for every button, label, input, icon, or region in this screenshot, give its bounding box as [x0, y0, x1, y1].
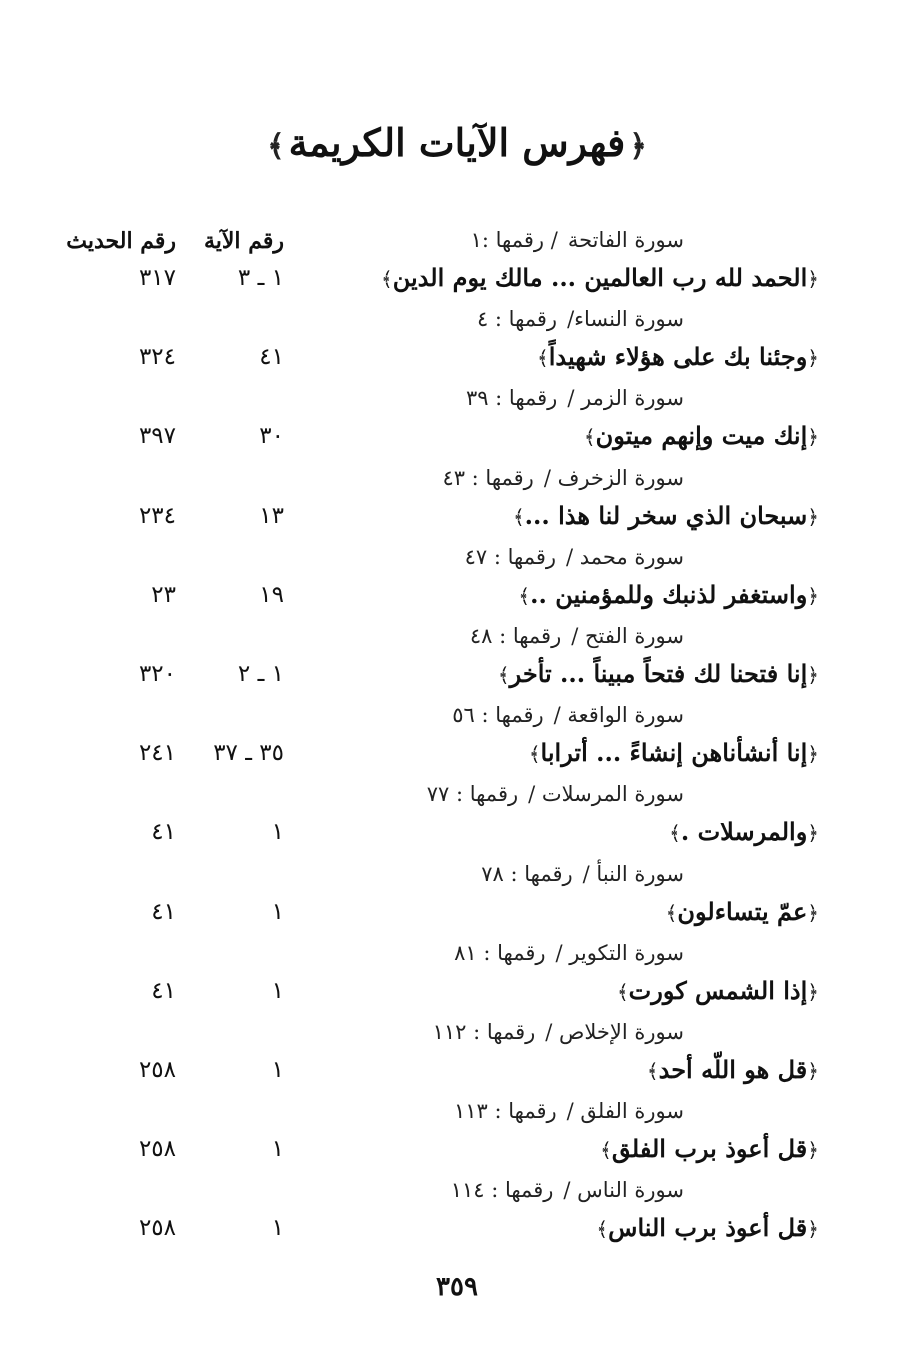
hadith-number: ٣٢٤ — [138, 344, 176, 371]
verse-text-content: والمرسلات . — [680, 817, 808, 847]
surah-heading — [284, 616, 684, 656]
close-bracket-icon: ﴾ — [669, 821, 681, 846]
verse-row — [0, 416, 914, 456]
title-text: فهرس الآيات الكريمة — [288, 120, 626, 165]
verse-number: ١٩ — [259, 581, 284, 608]
page-title — [0, 120, 914, 165]
surah-heading — [284, 933, 684, 973]
surah-name: سورة الإخلاص / — [545, 1020, 684, 1044]
verse-text — [379, 496, 819, 537]
verse-row — [0, 971, 914, 1011]
surah-heading — [284, 774, 684, 814]
surah-heading — [284, 1091, 684, 1131]
verse-row — [0, 337, 914, 377]
verse-row — [0, 892, 914, 932]
surah-heading — [284, 695, 684, 735]
surah-heading-row — [0, 774, 914, 814]
surah-number: رقمها : ٥٦ — [452, 703, 544, 728]
verse-row — [0, 258, 914, 298]
close-bracket-icon: ﴾ — [583, 425, 596, 450]
verse-number: ٣٥ ـ ٣٧ — [213, 740, 284, 767]
page-number: ٣٥٩ — [436, 1272, 478, 1302]
verse-text-content: عمّ يتساءلون — [677, 896, 808, 926]
surah-heading-row — [0, 458, 914, 498]
close-bracket-icon: ﴾ — [596, 1217, 609, 1242]
open-ornament-icon: ﴿ — [629, 129, 647, 164]
close-bracket-icon: ﴾ — [497, 663, 510, 687]
open-bracket-icon: ﴿ — [807, 1059, 819, 1083]
verse-number: ١ ـ ٣ — [237, 265, 284, 291]
close-bracket-icon: ﴾ — [537, 346, 549, 371]
open-bracket-icon: ﴿ — [807, 900, 819, 925]
verse-number-header: رقم الآية — [203, 228, 284, 254]
verse-text-content: إذا الشمس كورت — [628, 975, 808, 1005]
close-bracket-icon: ﴾ — [646, 1059, 659, 1083]
surah-heading-row — [0, 933, 914, 973]
verse-row — [0, 654, 914, 694]
verse-text-content: إنك ميت وإنهم ميتون — [595, 421, 808, 451]
verse-text-content: الحمد لله رب العالمين ... مالك يوم الدين — [392, 263, 808, 292]
verse-number: ٣٠ — [259, 423, 284, 450]
verse-number: ٤١ — [259, 344, 284, 371]
surah-number: رقمها : ٧٧ — [426, 782, 519, 807]
surah-number: رقمها : ١١٢ — [432, 1020, 536, 1044]
surah-heading-row — [0, 378, 914, 418]
verse-text — [379, 812, 819, 853]
verse-text — [379, 416, 819, 457]
surah-name: سورة الواقعة / — [553, 703, 684, 728]
surah-heading — [284, 458, 684, 498]
surah-heading-row — [0, 537, 914, 577]
verse-text — [379, 892, 819, 933]
hadith-number: ٤١ — [151, 898, 176, 925]
verse-number: ١ ـ ٢ — [237, 661, 284, 687]
surah-number: رقمها : ١١٣ — [453, 1099, 557, 1124]
verse-number: ١ — [271, 1057, 284, 1083]
verse-text — [379, 575, 819, 616]
open-bracket-icon: ﴿ — [807, 742, 819, 767]
surah-heading-row — [0, 1012, 914, 1052]
verse-number: ١ — [271, 1215, 284, 1242]
surah-heading — [284, 854, 684, 894]
surah-heading-row — [0, 220, 914, 260]
surah-number: رقمها : ٤ — [476, 307, 558, 332]
close-bracket-icon: ﴾ — [665, 900, 678, 925]
close-bracket-icon: ﴾ — [616, 979, 629, 1004]
verse-number: ١٣ — [259, 502, 284, 529]
open-bracket-icon: ﴿ — [807, 583, 819, 608]
verse-text — [379, 733, 819, 774]
open-bracket-icon: ﴿ — [807, 1217, 819, 1242]
verse-text-content: واستغفر لذنبك وللمؤمنين .. — [530, 579, 808, 609]
verse-row — [0, 812, 914, 852]
open-bracket-icon: ﴿ — [807, 346, 819, 371]
verse-text — [379, 654, 819, 695]
surah-heading — [284, 537, 684, 577]
verse-row — [0, 1129, 914, 1169]
surah-heading — [284, 220, 684, 260]
surah-name: سورة الفاتحة — [567, 228, 684, 252]
hadith-number: ٣٩٧ — [138, 423, 176, 450]
hadith-number: ٢٥٨ — [138, 1057, 176, 1083]
verse-text-content: إنا أنشأناهن إنشاءً ... أترابا — [540, 738, 808, 768]
verse-text-content: قل هو اللّه أحد — [658, 1055, 808, 1084]
open-bracket-icon: ﴿ — [807, 425, 819, 450]
open-bracket-icon: ﴿ — [807, 663, 819, 687]
surah-name: سورة النساء/ — [567, 307, 684, 332]
close-bracket-icon: ﴾ — [600, 1138, 612, 1163]
verse-text — [379, 1129, 819, 1170]
verse-text-content: وجئنا بك على هؤلاء شهيداً — [548, 342, 808, 372]
surah-name: سورة الفتح / — [571, 624, 684, 648]
verse-row — [0, 733, 914, 773]
open-bracket-icon: ﴿ — [807, 267, 819, 291]
surah-heading-row — [0, 854, 914, 894]
surah-number: رقمها : ٤٧ — [464, 544, 557, 569]
close-bracket-icon: ﴾ — [528, 742, 541, 767]
verse-number: ١ — [271, 819, 284, 846]
hadith-number: ٣٢٠ — [138, 661, 176, 687]
verse-row — [0, 575, 914, 615]
surah-number: رقمها : ٤٣ — [442, 465, 534, 490]
hadith-number: ٢٣ — [151, 581, 176, 608]
hadith-number: ٢٥٨ — [138, 1215, 176, 1242]
surah-number: رقمها : ٣٩ — [465, 386, 558, 411]
verse-text-content: قل أعوذ برب الناس — [608, 1213, 808, 1243]
surah-name: سورة الفلق / — [566, 1099, 684, 1124]
verse-number: ١ — [271, 898, 284, 925]
open-bracket-icon: ﴿ — [807, 821, 819, 846]
surah-name: سورة التكوير / — [555, 940, 684, 965]
surah-name: سورة الزخرف / — [543, 465, 684, 490]
close-bracket-icon: ﴾ — [518, 583, 531, 608]
surah-heading — [284, 378, 684, 418]
surah-name: سورة المرسلات / — [528, 782, 684, 807]
verse-text — [379, 1208, 819, 1249]
surah-heading-row — [0, 299, 914, 339]
surah-name: سورة محمد / — [566, 544, 684, 569]
surah-heading-row — [0, 695, 914, 735]
verse-number: ١ — [271, 977, 284, 1004]
surah-number: رقمها : ٤٨ — [469, 624, 562, 648]
surah-name: سورة النبأ / — [582, 861, 684, 886]
hadith-number: ٣١٧ — [138, 265, 176, 291]
surah-heading-row — [0, 616, 914, 656]
hadith-number: ٤١ — [151, 977, 176, 1004]
verse-text — [379, 1050, 819, 1091]
surah-heading — [284, 1170, 684, 1210]
hadith-number: ٢٤١ — [138, 740, 176, 767]
verse-text-content: قل أعوذ برب الفلق — [611, 1134, 808, 1164]
verse-row — [0, 496, 914, 536]
surah-heading — [284, 299, 684, 339]
surah-name: سورة الزمر / — [567, 386, 684, 411]
hadith-number: ٤١ — [151, 819, 176, 846]
surah-number: رقمها : ٧٨ — [481, 861, 573, 886]
verse-row — [0, 1208, 914, 1248]
surah-number: رقمها : ٨١ — [454, 940, 546, 965]
hadith-number-header: رقم الحديث — [66, 228, 176, 254]
hadith-number: ٢٥٨ — [138, 1136, 176, 1163]
surah-number: رقمها : ١١٤ — [450, 1178, 554, 1203]
surah-heading-row — [0, 1091, 914, 1131]
verse-row — [0, 1050, 914, 1090]
surah-heading-row — [0, 1170, 914, 1210]
verse-text — [379, 337, 819, 378]
close-bracket-icon: ﴾ — [512, 504, 525, 529]
close-bracket-icon: ﴾ — [381, 267, 393, 291]
open-bracket-icon: ﴿ — [807, 504, 819, 529]
open-bracket-icon: ﴿ — [807, 1138, 819, 1163]
verse-number: ١ — [271, 1136, 284, 1163]
close-ornament-icon: ﴾ — [267, 129, 285, 164]
hadith-number: ٢٣٤ — [138, 502, 176, 529]
verse-text — [379, 971, 819, 1012]
verse-text-content: سبحان الذي سخر لنا هذا ... — [524, 500, 808, 530]
verse-text — [379, 258, 819, 299]
open-bracket-icon: ﴿ — [807, 979, 819, 1004]
surah-name: سورة الناس / — [563, 1178, 684, 1203]
surah-number: / رقمها :١ — [470, 228, 558, 252]
verse-text-content: إنا فتحنا لك فتحاً مبيناً ... تأخر — [509, 659, 808, 688]
surah-heading — [284, 1012, 684, 1052]
